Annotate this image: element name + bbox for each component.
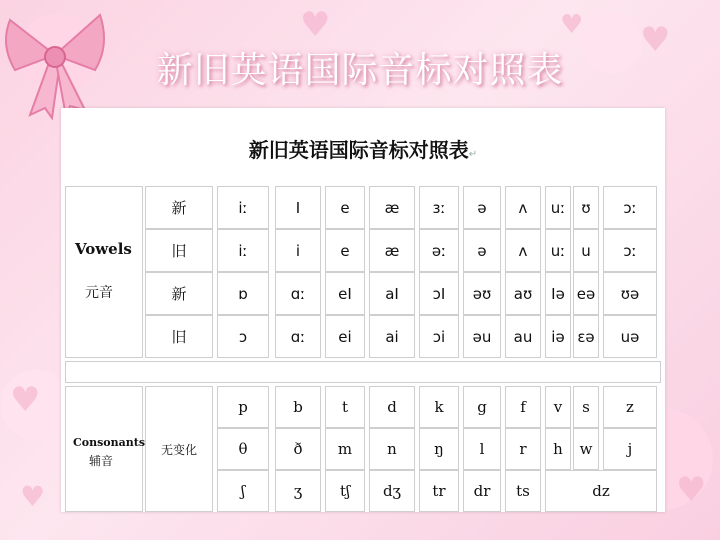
consonant-symbol-cell: ŋ [419,428,459,470]
vowel-symbol-cell: uː [545,186,571,229]
vowel-row-tag: 旧 [145,229,213,272]
vowel-symbol-cell: ə [463,186,501,229]
consonant-symbol-cell: dr [463,470,501,512]
consonant-symbol-cell: j [603,428,657,470]
vowel-symbol-cell: I [275,186,321,229]
vowel-symbol-cell: Iə [545,272,571,315]
consonant-symbol-cell: tr [419,470,459,512]
vowel-symbol-cell: au [505,315,541,358]
vowel-symbol-cell: ʌ [505,229,541,272]
consonants-label: Consonants [73,436,146,449]
consonant-symbol-cell: n [369,428,415,470]
consonant-symbol-cell: z [603,386,657,428]
vowel-symbol-cell: i [275,229,321,272]
vowel-symbol-cell: ɔI [419,272,459,315]
vowel-symbol-cell: æ [369,229,415,272]
consonant-symbol-cell: θ [217,428,269,470]
vowel-symbol-cell: eə [573,272,599,315]
vowel-symbol-cell: e [325,229,365,272]
consonant-symbol-cell: k [419,386,459,428]
heart-decoration-icon: ♥ [20,480,46,513]
vowel-symbol-cell: ɜː [419,186,459,229]
vowel-row-tag: 旧 [145,315,213,358]
vowel-symbol-cell: ai [369,315,415,358]
consonant-symbol-cell: r [505,428,541,470]
vowel-row-tag: 新 [145,186,213,229]
vowel-symbol-cell: ʊ [573,186,599,229]
consonants-label-zh: 辅音 [89,454,114,468]
consonant-symbol-cell: w [573,428,599,470]
vowel-symbol-cell: ɔ [217,315,269,358]
document-title: 新旧英语国际音标对照表↵ [248,138,478,162]
consonant-symbol-cell: ts [505,470,541,512]
vowel-symbol-cell: ə [463,229,501,272]
vowel-symbol-cell: uə [603,315,657,358]
vowel-symbol-cell: aʊ [505,272,541,315]
consonant-symbol-cell: m [325,428,365,470]
slide-title: 新旧英语国际音标对照表 [156,50,564,91]
vowel-symbol-cell: ʊə [603,272,657,315]
vowel-symbol-cell: æ [369,186,415,229]
vowel-symbol-cell: eI [325,272,365,315]
heart-decoration-icon: ♥ [10,380,41,420]
consonant-symbol-cell: g [463,386,501,428]
consonant-symbol-cell: ʃ [217,470,269,512]
vowel-symbol-cell: u [573,229,599,272]
vowel-symbol-cell: əː [419,229,459,272]
vowel-symbol-cell: ei [325,315,365,358]
vowel-symbol-cell: aI [369,272,415,315]
consonant-symbol-cell: ð [275,428,321,470]
consonant-symbol-cell: tʃ [325,470,365,512]
vowels-label-cell [65,186,143,358]
vowel-symbol-cell: uː [545,229,571,272]
vowel-symbol-cell: əʊ [463,272,501,315]
consonant-symbol-cell: d [369,386,415,428]
vowel-symbol-cell: ɑː [275,315,321,358]
vowels-label: Vowels [75,240,132,258]
section-separator-row [65,361,661,383]
consonant-symbol-cell: s [573,386,599,428]
consonant-symbol-cell: p [217,386,269,428]
vowel-symbol-cell: ɛə [573,315,599,358]
vowel-symbol-cell: iː [217,186,269,229]
vowel-symbol-cell: ɔː [603,186,657,229]
heart-decoration-icon: ♥ [676,470,707,510]
vowel-symbol-cell: iə [545,315,571,358]
consonant-symbol-cell: dz [545,470,657,512]
vowels-label-zh: 元音 [85,285,113,301]
consonant-symbol-cell: dʒ [369,470,415,512]
vowel-symbol-cell: e [325,186,365,229]
heart-decoration-icon: ♥ [300,5,331,45]
consonants-label-cell [65,386,146,512]
consonant-symbol-cell: ʒ [275,470,321,512]
consonant-symbol-cell: b [275,386,321,428]
consonant-symbol-cell: h [545,428,571,470]
document-page [61,108,665,512]
consonants-tag: 无变化 [161,443,198,457]
consonant-symbol-cell: t [325,386,365,428]
vowel-row-tag: 新 [145,272,213,315]
consonant-symbol-cell: v [545,386,571,428]
consonant-symbol-cell: l [463,428,501,470]
vowel-symbol-cell: ɒ [217,272,269,315]
vowel-symbol-cell: ɑː [275,272,321,315]
vowel-symbol-cell: əu [463,315,501,358]
vowel-symbol-cell: iː [217,229,269,272]
heart-decoration-icon: ♥ [560,10,584,40]
consonant-symbol-cell: f [505,386,541,428]
heart-decoration-icon: ♥ [640,20,671,60]
vowel-symbol-cell: ʌ [505,186,541,229]
vowel-symbol-cell: ɔː [603,229,657,272]
vowel-symbol-cell: ɔi [419,315,459,358]
